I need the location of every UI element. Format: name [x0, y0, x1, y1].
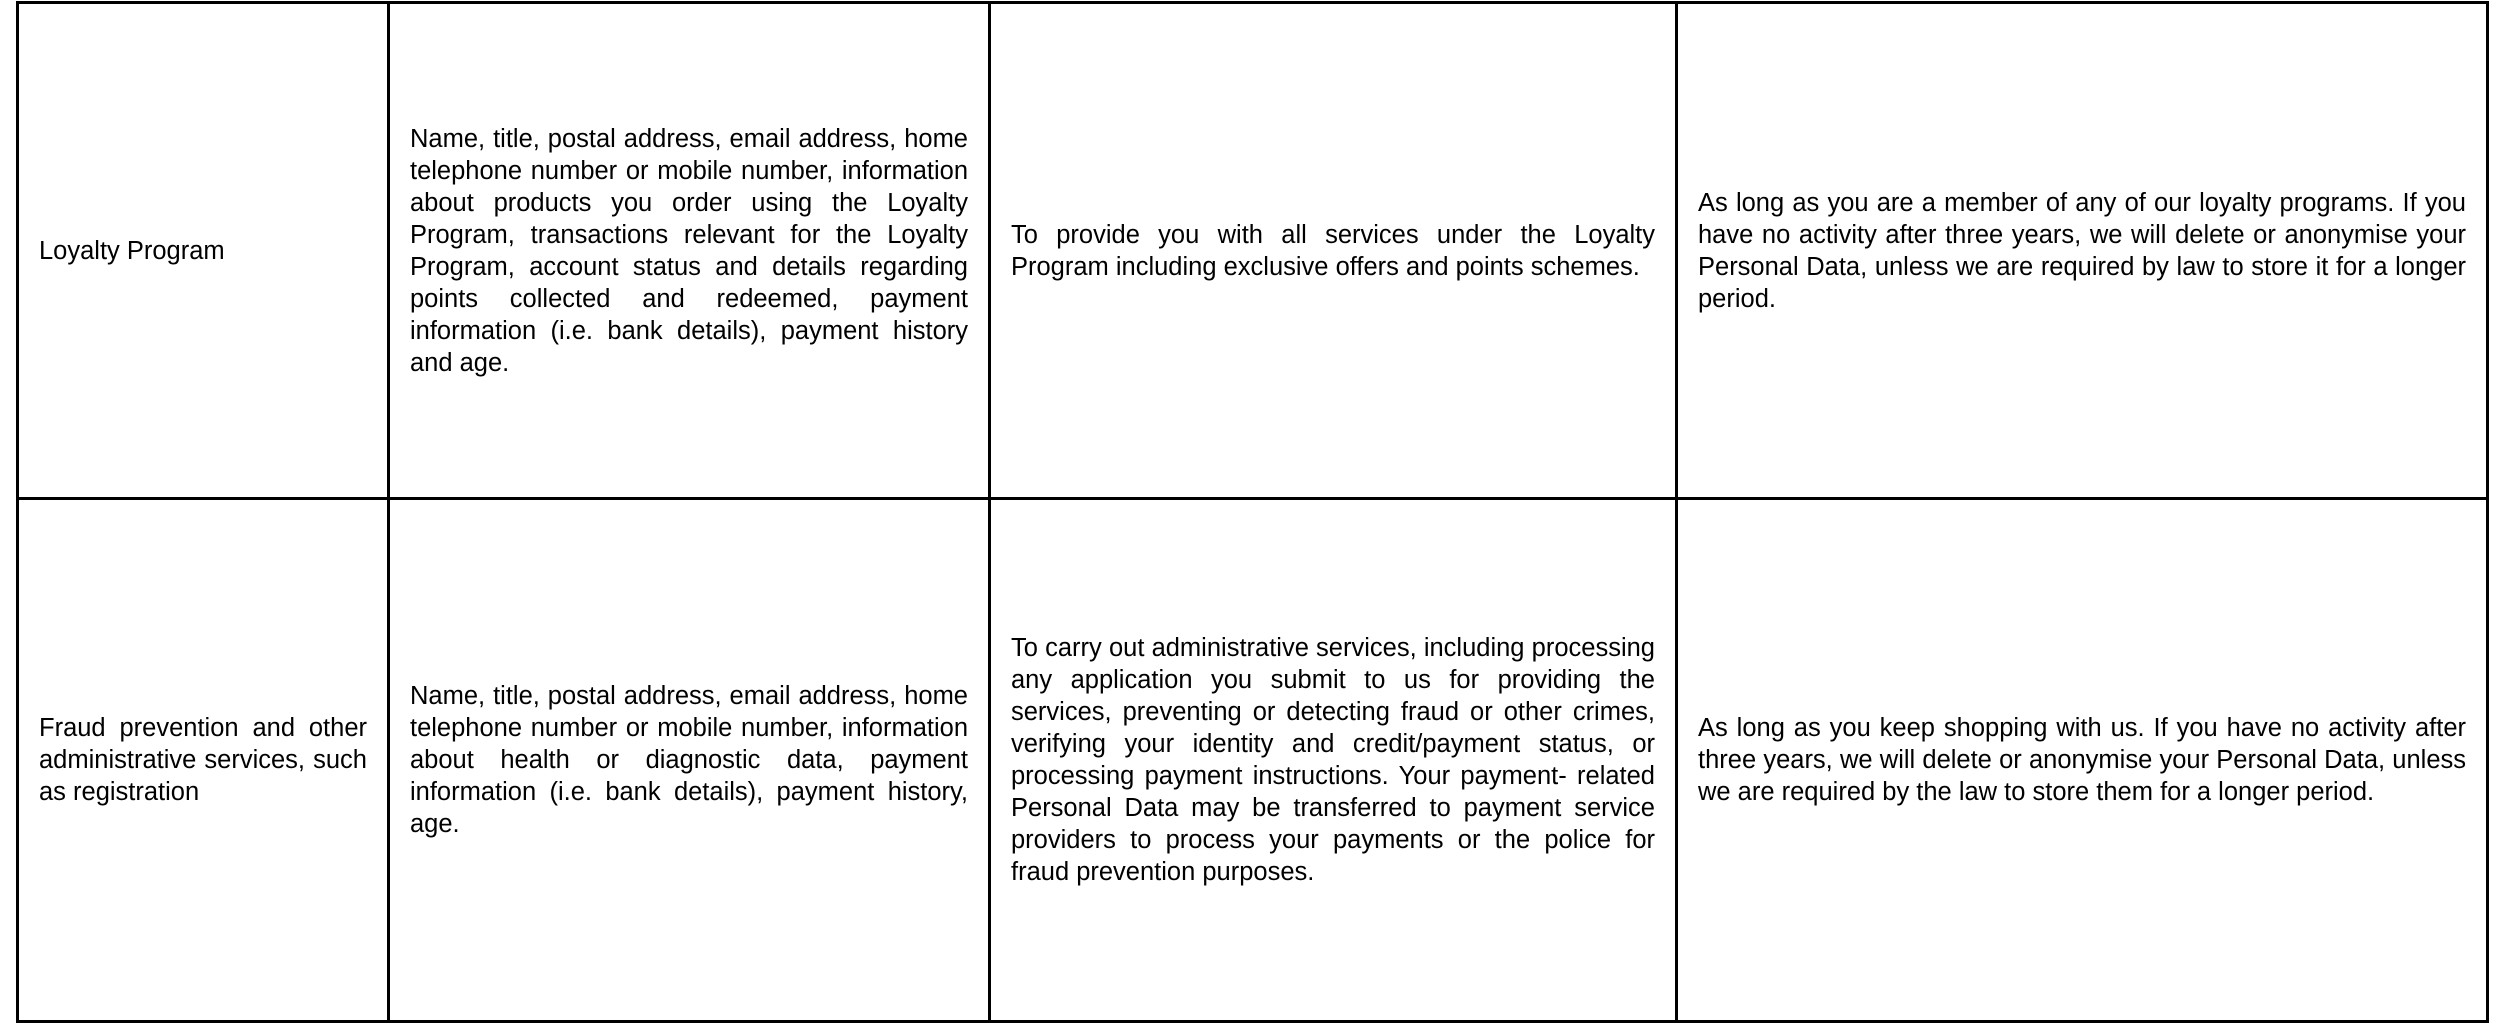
data-collected-cell: Name, title, postal address, email address, home telephone number or mobile number, information about health or diagnostic data, payment information (i.e. bank details), payment history, age.: [389, 499, 990, 1022]
retention-cell: As long as you are a member of any of our loyalty programs. If you have no activity after three years, we will delete or anonymise your Personal Data, unless we are required by law to store it for a longer period.: [1677, 3, 2488, 499]
purpose-cell: To carry out administrative services, including processing any application you submit to us for providing the services, preventing or detecting fraud or other crimes, verifying your identity and credit/payment status, or processing payment instructions. Your payment- related Personal Data may be transferred to payment service providers to process your payments or the police for fraud prevention purposes.: [990, 499, 1677, 1022]
data-collected-cell: Name, title, postal address, email address, home telephone number or mobile number, information about products you order using the Loyalty Program, transactions relevant for the Loyalty Program, account status and details regarding points collected and redeemed, payment information (i.e. bank details), payment history and age.: [389, 3, 990, 499]
retention-cell: As long as you keep shopping with us. If you have no activity after three years, we will delete or anonymise your Personal Data, unless we are required by the law to store them for a longer period.: [1677, 499, 2488, 1022]
category-cell: Fraud prevention and other administrative services, such as registration: [18, 499, 389, 1022]
category-cell: Loyalty Program: [18, 3, 389, 499]
data-processing-table: [16, 1, 2489, 1023]
purpose-cell: To provide you with all services under the Loyalty Program including exclusive offers and points schemes.: [990, 3, 1677, 499]
table-row: [18, 3, 2488, 499]
table-row: [18, 499, 2488, 1022]
